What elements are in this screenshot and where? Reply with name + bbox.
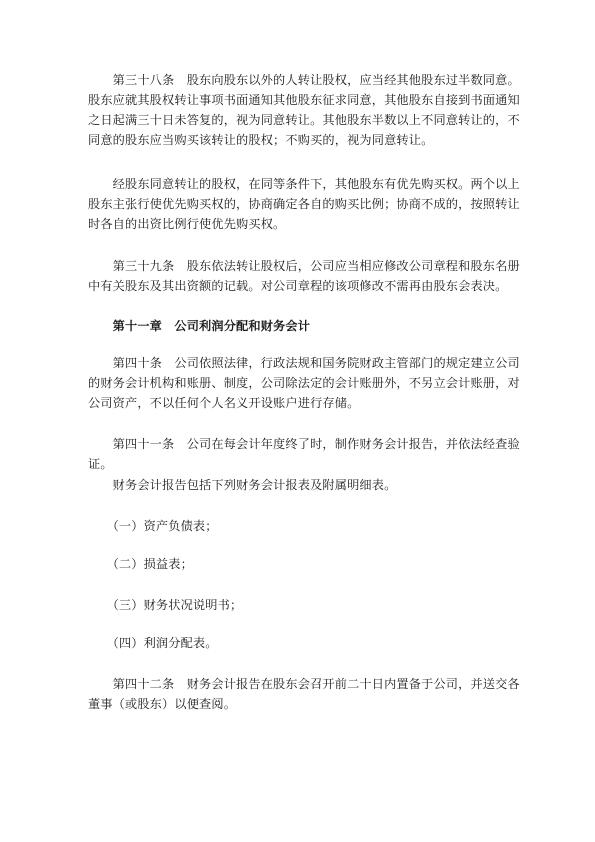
list-item-balance-sheet: （一）资产负债表；	[88, 519, 218, 533]
article-40-paragraph: 第四十条 公司依照法律，行政法规和国务院财政主管部门的规定建立公司的财务会计机构和账册、制度，公司除法定的会计账册外，不另立会计账册，对公司资产，不以任何个人名义开设账户进行存储。	[88, 356, 520, 410]
article-38-paragraph: 第三十八条 股东向股东以外的人转让股权，应当经其他股东过半数同意。股东应就其股权转让事项书面通知其他股东征求同意，其他股东自接到书面通知之日起满三十日未答复的，视为同意转让。其他股东半数以上不同意转让的，不同意的股东应当购买该转让的股权；不购买的，视为同意转让。	[88, 73, 520, 147]
list-item-financial-statement: （三）财务状况说明书；	[88, 598, 243, 612]
preemptive-right-paragraph: 经股东同意转让的股权，在同等条件下，其他股东有优先购买权。两个以上股东主张行使优先购买权的，协商确定各自的购买比例；协商不成的，按照转让时各自的出资比例行使优先购买权。	[88, 177, 520, 231]
chapter-11-heading: 第十一章 公司利润分配和财务会计	[88, 319, 311, 333]
list-item-profit-distribution: （四）利润分配表。	[88, 636, 218, 650]
report-contents-paragraph: 财务会计报告包括下列财务会计报表及附属明细表。	[88, 478, 397, 492]
article-39-paragraph: 第三十九条 股东依法转让股权后，公司应当相应修改公司章程和股东名册中有关股东及其出资额的记载。对公司章程的该项修改不需再由股东会表决。	[88, 259, 520, 293]
article-42-paragraph: 第四十二条 财务会计报告在股东会召开前二十日内置备于公司，并送交各董事（或股东）以便查阅。	[88, 677, 520, 711]
list-item-income-statement: （二）损益表；	[88, 557, 193, 571]
article-41-paragraph: 第四十一条 公司在每会计年度终了时，制作财务会计报告，并依法经查验证。	[88, 437, 520, 471]
